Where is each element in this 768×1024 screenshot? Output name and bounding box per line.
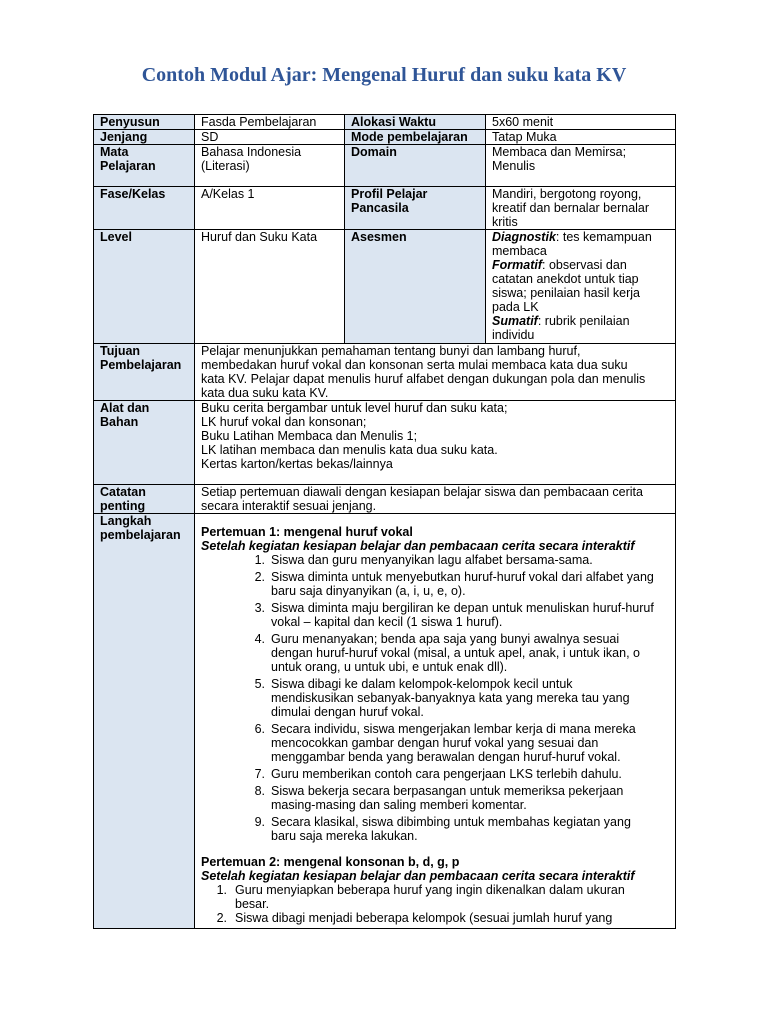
row-tujuan-pembelajaran [94, 344, 676, 401]
list-item: 6. Secara individu, siswa mengerjakan lembar kerja di mana mereka mencocokkan gambar dengan huruf vokal yang sesuai dan menggambar benda yang berawalan dengan huruf-huruf vokal. [254, 722, 636, 764]
label-profil-pelajar: Profil Pelajar Pancasila [345, 187, 486, 230]
value-level: Huruf dan Suku Kata [195, 230, 345, 344]
value-langkah-pembelajaran [195, 514, 676, 929]
value-fase-kelas: A/Kelas 1 [195, 187, 345, 230]
label-jenjang: Jenjang [94, 130, 195, 145]
row-jenjang [94, 130, 676, 145]
module-table [93, 114, 676, 929]
pertemuan-2-title: Pertemuan 2: mengenal konsonan b, d, g, p [201, 855, 460, 869]
row-penyusun [94, 115, 676, 130]
formatif-label: Formatif [492, 258, 542, 272]
value-asesmen: Diagnostik: tes kemampuan membaca Formatif: observasi dan catatan anekdot untuk tiap siswa; penilaian hasil kerja pada LK Sumatif: rubrik penilaian individu [486, 230, 676, 344]
label-domain: Domain [345, 145, 486, 187]
list-item: 5. Siswa dibagi ke dalam kelompok-kelompok kecil untuk mendiskusikan sebanyak-banyaknya kata yang mereka tau yang dimulai dengan huruf vokal. [254, 677, 630, 719]
list-item: 1. Guru menyiapkan beberapa huruf yang ingin dikenalkan dalam ukuran besar. [216, 883, 625, 911]
row-level [94, 230, 676, 344]
row-mata-pelajaran [94, 145, 676, 187]
row-langkah-pembelajaran [94, 514, 676, 929]
list-item: 3. Siswa diminta maju bergiliran ke depan untuk menuliskan huruf-huruf vokal – kapital dan kecil (1 siswa 1 huruf). [254, 601, 654, 629]
row-fase-kelas [94, 187, 676, 230]
value-penyusun: Fasda Pembelajaran [195, 115, 345, 130]
pertemuan-1-steps [201, 553, 671, 843]
list-item: 7. Guru memberikan contoh cara pengerjaan LKS terlebih dahulu. [254, 767, 622, 781]
label-asesmen: Asesmen [345, 230, 486, 344]
label-level: Level [94, 230, 195, 344]
document-title: Contoh Modul Ajar: Mengenal Huruf dan suku kata KV [141, 64, 627, 86]
list-item: 2. Siswa diminta untuk menyebutkan huruf-huruf vokal dari alfabet yang baru saja dinyanyikan (a, i, u, e, o). [254, 570, 654, 598]
pertemuan-1-subtitle: Setelah kegiatan kesiapan belajar dan pembacaan cerita secara interaktif [201, 539, 635, 553]
value-domain: Membaca dan Memirsa; Menulis [486, 145, 676, 187]
list-item: 9. Secara klasikal, siswa dibimbing untuk membahas kegiatan yang baru saja mereka lakukan. [254, 815, 631, 843]
label-mata-pelajaran: Mata Pelajaran [94, 145, 195, 187]
label-catatan-penting: Catatan penting [94, 485, 195, 514]
diagnostik-label: Diagnostik [492, 230, 556, 244]
value-tujuan-pembelajaran: Pelajar menunjukkan pemahaman tentang bunyi dan lambang huruf, membedakan huruf vokal dan konsonan serta mulai membaca kata dua suku kata KV. Pelajar dapat menulis huruf alfabet dengan dukungan pola dan menulis kata dua suku kata KV. [195, 344, 676, 401]
label-alat-bahan: Alat dan Bahan [94, 401, 195, 485]
label-tujuan-pembelajaran: Tujuan Pembelajaran [94, 344, 195, 401]
value-catatan-penting: Setiap pertemuan diawali dengan kesiapan belajar siswa dan pembacaan cerita secara interaktif sesuai jenjang. [195, 485, 676, 514]
list-item: 4. Guru menanyakan; benda apa saja yang bunyi awalnya sesuai dengan huruf-huruf vokal (misal, a untuk apel, anak, i untuk ikan, o untuk orang, u untuk ubi, e untuk enak dll). [254, 632, 640, 674]
value-mode-pembelajaran: Tatap Muka [486, 130, 676, 145]
pertemuan-2-subtitle: Setelah kegiatan kesiapan belajar dan pembacaan cerita secara interaktif [201, 869, 635, 883]
value-alokasi-waktu: 5x60 menit [486, 115, 676, 130]
row-alat-bahan [94, 401, 676, 485]
value-profil-pelajar: Mandiri, bergotong royong, kreatif dan bernalar bernalar kritis [486, 187, 676, 230]
row-catatan-penting [94, 485, 676, 514]
label-langkah-pembelajaran: Langkah pembelajaran [94, 514, 195, 929]
label-fase-kelas: Fase/Kelas [94, 187, 195, 230]
list-item: 8. Siswa bekerja secara berpasangan untuk memeriksa pekerjaan masing-masing dan saling memberi komentar. [254, 784, 624, 812]
list-item: 2. Siswa dibagi menjadi beberapa kelompok (sesuai jumlah huruf yang [216, 911, 613, 925]
value-mata-pelajaran: Bahasa Indonesia (Literasi) [195, 145, 345, 187]
list-item: 1. Siswa dan guru menyanyikan lagu alfabet bersama-sama. [254, 553, 593, 567]
pertemuan-2-steps [201, 883, 671, 925]
label-mode-pembelajaran: Mode pembelajaran [345, 130, 486, 145]
value-alat-bahan: Buku cerita bergambar untuk level huruf dan suku kata; LK huruf vokal dan konsonan; Buku Latihan Membaca dan Menulis 1; LK latihan membaca dan menulis kata dua suku kata. Kertas karton/kertas bekas/lainnya [195, 401, 676, 485]
label-penyusun: Penyusun [94, 115, 195, 130]
label-alokasi-waktu: Alokasi Waktu [345, 115, 486, 130]
sumatif-label: Sumatif [492, 314, 538, 328]
pertemuan-1-title: Pertemuan 1: mengenal huruf vokal [201, 525, 413, 539]
value-jenjang: SD [195, 130, 345, 145]
